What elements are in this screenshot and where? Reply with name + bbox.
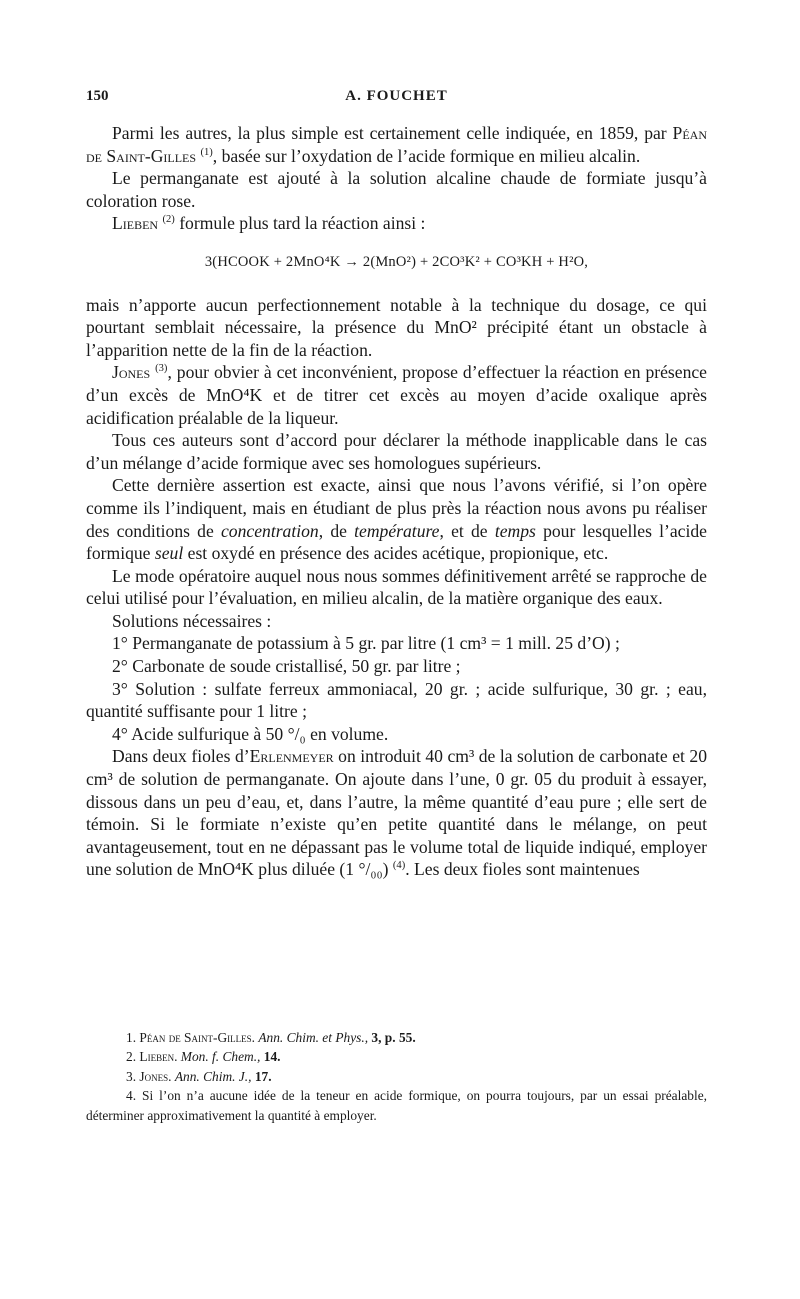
italic-term: seul [154, 543, 184, 564]
page-number: 150 [86, 88, 109, 104]
footnote-source: Mon. f. Chem., [180, 1049, 261, 1065]
list-number: 4° [112, 723, 128, 744]
body-text [86, 122, 707, 881]
italic-term: concentration [221, 520, 319, 541]
footnote-author: Péan de Saint-Gilles. [139, 1030, 255, 1045]
italic-term: temps [494, 520, 536, 541]
author-name: Péan de Saint-Gilles [86, 123, 707, 166]
list-item: 4° Acide sulfurique à 50 °/₀ en volume. [112, 723, 389, 744]
list-item: 2° Carbonate de soude cristallisé, 50 gr. par litre ; [112, 656, 461, 677]
running-title: A. FOUCHET [345, 88, 448, 104]
footnote-ref: (3) [155, 363, 168, 375]
footnote-source: Ann. Chim. J., [174, 1068, 252, 1084]
footnotes [86, 1028, 707, 1125]
footnote-ref: (1) [200, 146, 213, 158]
paragraph-2: Le permanganate est ajouté à la solution alcaline chaude de formiate jusqu’à coloration rose. [86, 168, 707, 211]
footnote: 4. Si l’on n’a aucune idée de la teneur en acide formique, on pourra toujours, par un essai préalable, déterminer approximativement la quantité à employer. [86, 1088, 707, 1123]
footnote-ref: (2) [162, 214, 175, 226]
paragraph-1: Parmi les autres, la plus simple est certainement celle indiquée, en 1859, par Péan de Saint-Gilles $^{(1)}$, basée sur l’oxydation de l’acide formique en milieu alcalin. [86, 123, 707, 166]
paragraph-10: Dans deux fioles d’Erlenmeyer on introduit 40 cm³ de la solution de carbonate et 20 cm³ de solution de permanganate. On ajoute dans l’une, 0 gr. 05 du produit à essayer, dissous dans un peu d’eau, et, dans l’autre, la même quantité d’eau pure ; elle sert de témoin. Si le formiate n’existe qu’en petite quantité dans le mélange, on peut avantageusement, tout en ne dépassant pas le volume total de liquide indiqué, employer une solution de MnO⁴K plus diluée (1 °/₀₀) $^{(4)}$. Les deux fioles sont maintenues [86, 746, 708, 880]
chemical-equation: 3(HCOOK + 2MnO⁴K → 2(MnO²) + 2CO³K² + CO³KH + H²O, [204, 253, 589, 270]
paragraph-3: Lieben $^{(2)}$ formule plus tard la réaction ainsi : [112, 213, 426, 234]
list-number: 2° [112, 656, 128, 677]
footnote: 2. Lieben. Mon. f. Chem., 14. [126, 1049, 281, 1065]
footnote-detail: 14. [263, 1049, 281, 1065]
paragraph-6: Tous ces auteurs sont d’accord pour déclarer la méthode inapplicable dans le cas d’un mélange d’acide formique avec ses homologues supérieurs. [86, 430, 707, 473]
footnote-author: Lieben. [139, 1049, 178, 1065]
paragraph-5: Jones $^{(3)}$, pour obvier à cet inconvénient, propose d’effectuer la réaction en présence d’un excès de MnO⁴K et de titrer cet excès au moyen d’acide oxalique après acidification préalable de la liqueur. [86, 362, 707, 428]
italic-term: température [354, 520, 440, 541]
list-number: 3° [112, 678, 128, 699]
author-name: Erlenmeyer [249, 746, 334, 767]
footnote: 1. Péan de Saint-Gilles. Ann. Chim. et Phys., 3, p. 55. [126, 1030, 416, 1045]
list-item: 3° Solution : sulfate ferreux ammoniacal, 20 gr. ; acide sulfurique, 30 gr. ; eau, quantité suffisante pour 1 litre ; [86, 678, 707, 722]
footnote-author: Jones. [139, 1068, 172, 1084]
paragraph-8: Le mode opératoire auquel nous nous sommes définitivement arrêté se rapproche de celui utilisé pour l’évaluation, en milieu alcalin, de la matière organique des eaux. [86, 565, 707, 609]
footnote-ref: (4) [392, 860, 406, 872]
running-header [86, 88, 707, 110]
footnote-text: Si l’on n’a aucune idée de la teneur en acide formique, on pourra toujours, par un essai préalable, déterminer approximativement la quantité à employer. [86, 1088, 707, 1123]
author-name: Lieben [112, 213, 159, 234]
paragraph-7: Cette dernière assertion est exacte, ainsi que nous l’avons vérifié, si l’on opère comme ils l’indiquent, mais en étudiant de plus près la réaction nous avons pu réaliser des conditions de concentration, de température, et de temps pour lesquelles l’acide formique seul est oxydé en présence des acides acétique, propionique, etc. [86, 475, 707, 564]
footnote: 3. Jones. Ann. Chim. J., 17. [126, 1068, 272, 1084]
paragraph-9: Solutions nécessaires : [112, 610, 272, 631]
author-name: Jones [112, 362, 151, 383]
paragraph-4: mais n’apporte aucun perfectionnement notable à la technique du dosage, ce qui pourtant semblait nécessaire, la présence du MnO² précipité étant un obstacle à l’apparition nette de la fin de la réaction. [86, 294, 707, 360]
list-number: 1° [112, 633, 128, 654]
footnote-detail: 3, p. 55. [371, 1030, 416, 1045]
footnote-source: Ann. Chim. et Phys., [258, 1030, 369, 1045]
footnote-detail: 17. [254, 1068, 272, 1084]
list-item: 1° Permanganate de potassium à 5 gr. par litre (1 cm³ = 1 mill. 25 d’O) ; [112, 633, 620, 654]
